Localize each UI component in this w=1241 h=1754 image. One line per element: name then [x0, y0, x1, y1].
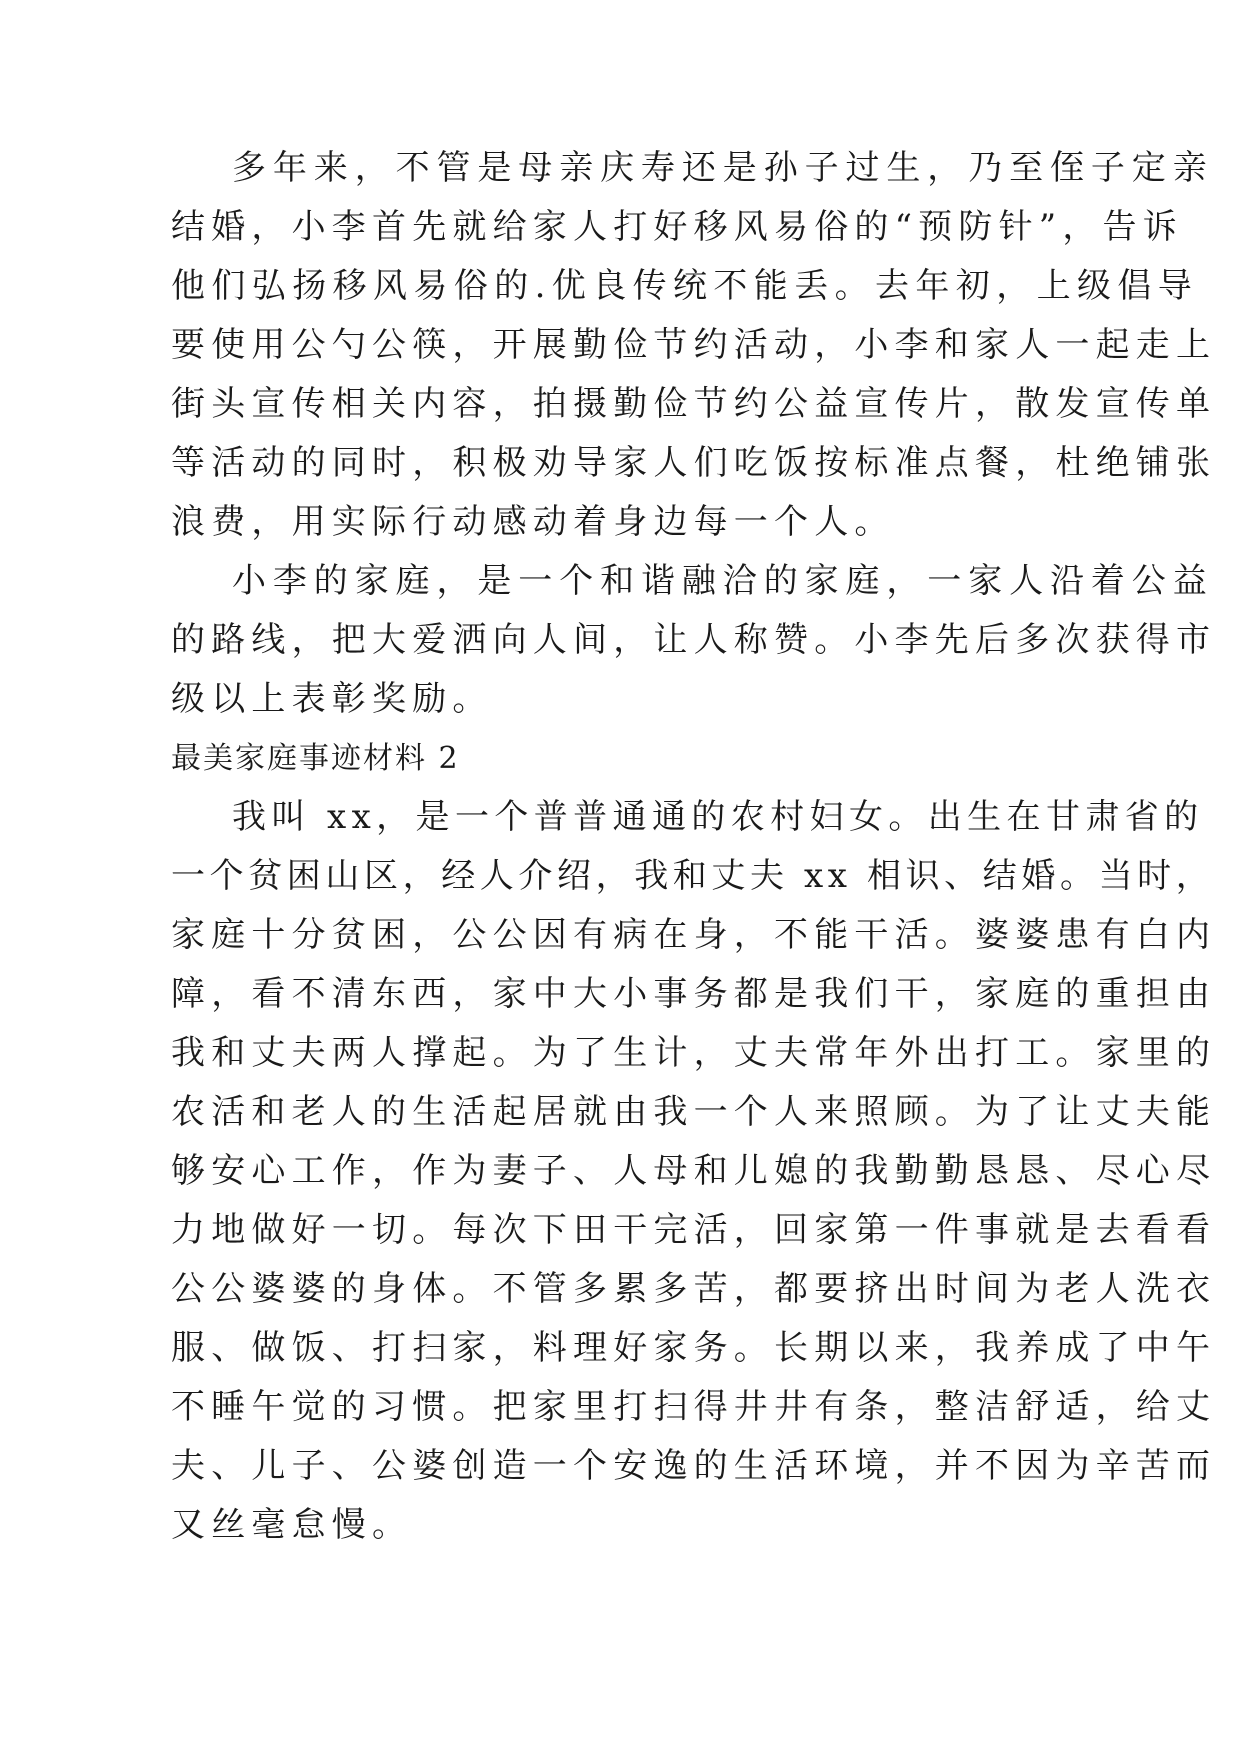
text-line: 又丝毫怠慢。: [171, 1505, 413, 1545]
text-line: 障，看不清东西，家中大小事务都是我们干，家庭的重担由: [171, 974, 1217, 1014]
text-line: 级以上表彰奖励。: [171, 679, 493, 719]
text-line: 够安心工作，作为妻子、人母和儿媳的我勤勤恳恳、尽心尽: [171, 1151, 1217, 1191]
text-line: 他们弘扬移风易俗的.优良传统不能丢。去年初，上级倡导: [171, 266, 1199, 306]
text-line: 我叫 xx，是一个普普通通的农村妇女。出生在甘肃省的: [232, 797, 1204, 837]
text-line: 力地做好一切。每次下田干完活，回家第一件事就是去看看: [171, 1210, 1217, 1250]
text-line: 一个贫困山区，经人介绍，我和丈夫 xx 相识、结婚。当时，: [171, 856, 1215, 896]
text-line: 农活和老人的生活起居就由我一个人来照顾。为了让丈夫能: [171, 1092, 1217, 1132]
text-line: 街头宣传相关内容，拍摄勤俭节约公益宣传片，散发宣传单: [171, 384, 1217, 424]
text-line: 我和丈夫两人撑起。为了生计，丈夫常年外出打工。家里的: [171, 1033, 1217, 1073]
text-line: 服、做饭、打扫家，料理好家务。长期以来，我养成了中午: [171, 1328, 1217, 1368]
text-line: 不睡午觉的习惯。把家里打扫得井井有条，整洁舒适，给丈: [171, 1387, 1217, 1427]
text-line: 公公婆婆的身体。不管多累多苦，都要挤出时间为老人洗衣: [171, 1269, 1217, 1309]
text-line: 多年来，不管是母亲庆寿还是孙子过生，乃至侄子定亲: [232, 148, 1214, 188]
text-line: 要使用公勺公筷，开展勤俭节约活动，小李和家人一起走上: [171, 325, 1217, 365]
text-line: 夫、儿子、公婆创造一个安逸的生活环境，并不因为辛苦而: [171, 1446, 1217, 1486]
text-line: 浪费，用实际行动感动着身边每一个人。: [171, 502, 895, 542]
text-line: 小李的家庭，是一个和谐融洽的家庭，一家人沿着公益: [232, 561, 1214, 601]
text-line: 结婚，小李首先就给家人打好移风易俗的“预防针”，告诉: [171, 207, 1183, 247]
text-line: 等活动的同时，积极劝导家人们吃饭按标准点餐，杜绝铺张: [171, 443, 1217, 483]
text-line: 家庭十分贫困，公公因有病在身，不能干活。婆婆患有白内: [171, 915, 1217, 955]
text-line: 的路线，把大爱洒向人间，让人称赞。小李先后多次获得市: [171, 620, 1217, 660]
section-heading: 最美家庭事迹材料 2: [171, 741, 460, 776]
